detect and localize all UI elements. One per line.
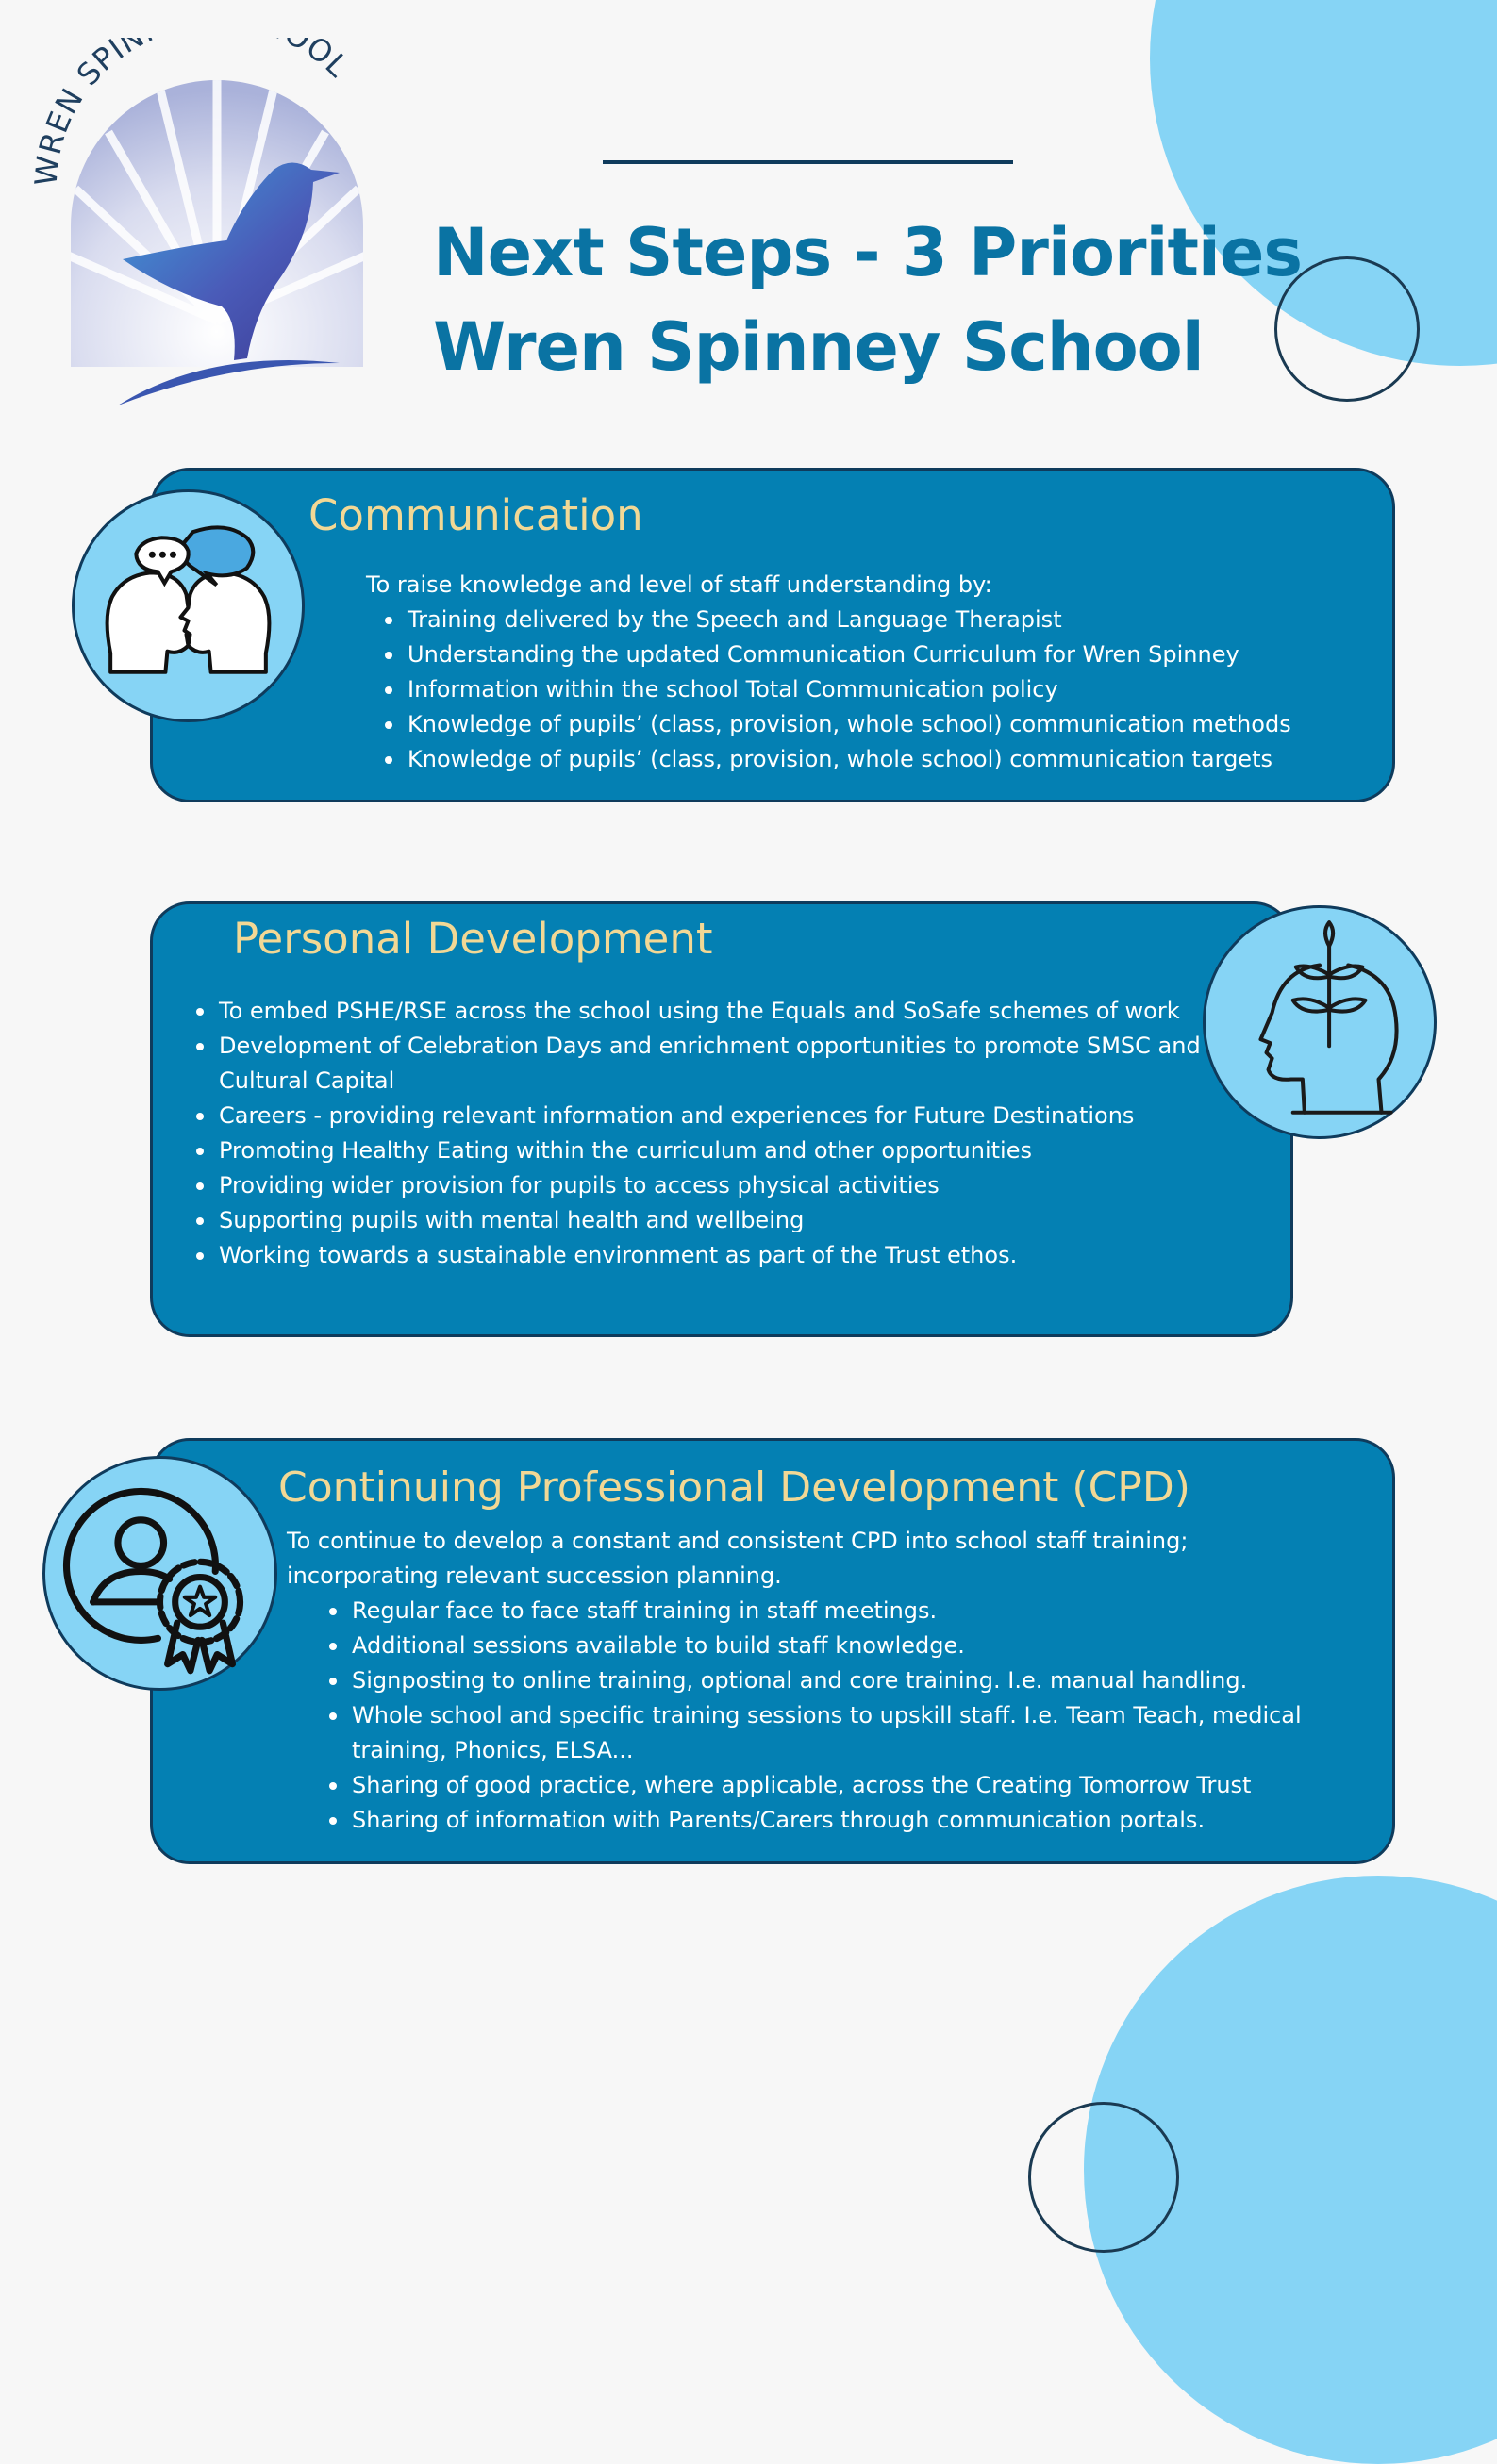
personal-development-icon-badge — [1203, 905, 1437, 1139]
school-logo — [28, 38, 406, 415]
wren-bird-logo-icon — [28, 38, 406, 415]
cpd-list — [329, 1594, 1343, 1838]
conversation-heads-icon — [75, 492, 302, 719]
page-title-line-2: Wren Spinney School — [433, 308, 1204, 386]
personal-development-heading: Personal Development — [233, 914, 713, 964]
head-plant-icon — [1206, 908, 1434, 1136]
page-title-line-1: Next Steps - 3 Priorities — [433, 214, 1303, 291]
communication-icon-badge — [72, 489, 305, 722]
personal-development-list-item: Careers - providing relevant information and experiences for Future Destinations — [196, 1099, 1209, 1133]
decorative-ring-bottom — [1028, 2102, 1179, 2253]
personal-development-list-item: Providing wider provision for pupils to access physical activities — [196, 1168, 1209, 1203]
cpd-list-item: Regular face to face staff training in staff meetings. — [329, 1594, 1343, 1629]
personal-development-content — [196, 994, 1209, 1273]
communication-intro: To raise knowledge and level of staff understanding by: — [366, 571, 992, 598]
cpd-content — [287, 1524, 1343, 1838]
personal-development-list-item: Promoting Healthy Eating within the curriculum and other opportunities — [196, 1133, 1209, 1168]
personal-development-list-item: Working towards a sustainable environment as part of the Trust ethos. — [196, 1238, 1209, 1273]
communication-list-item: Training delivered by the Speech and Language Therapist — [385, 603, 1366, 637]
cpd-intro: To continue to develop a constant and consistent CPD into school staff training; incorporating relevant succession planning. — [287, 1528, 1189, 1589]
user-award-icon — [45, 1459, 274, 1688]
cpd-list-item: Additional sessions available to build staff knowledge. — [329, 1629, 1343, 1663]
communication-list-item: Knowledge of pupils’ (class, provision, whole school) communication targets — [385, 742, 1366, 777]
communication-heading: Communication — [308, 490, 643, 540]
title-divider — [603, 160, 1013, 164]
personal-development-list — [196, 994, 1209, 1273]
cpd-list-item: Whole school and specific training sessions to upskill staff. I.e. Team Teach, medical training, Phonics, ELSA... — [329, 1698, 1343, 1768]
page-title — [433, 206, 1376, 394]
communication-list — [385, 603, 1366, 777]
cpd-list-item: Sharing of good practice, where applicable, across the Creating Tomorrow Trust — [329, 1768, 1343, 1803]
personal-development-list-item: Supporting pupils with mental health and wellbeing — [196, 1203, 1209, 1238]
cpd-heading: Continuing Professional Development (CPD) — [278, 1464, 1190, 1512]
communication-list-item: Understanding the updated Communication Curriculum for Wren Spinney — [385, 637, 1366, 672]
personal-development-list-item: Development of Celebration Days and enrichment opportunities to promote SMSC and Cultural Capital — [196, 1029, 1209, 1099]
cpd-icon-badge — [42, 1456, 277, 1691]
logo-text: WREN SPIN OL — [28, 38, 357, 188]
communication-content — [366, 568, 1366, 777]
cpd-list-item: Signposting to online training, optional and core training. I.e. manual handling. — [329, 1663, 1343, 1698]
personal-development-list-item: To embed PSHE/RSE across the school using the Equals and SoSafe schemes of work — [196, 994, 1209, 1029]
cpd-list-item: Sharing of information with Parents/Carers through communication portals. — [329, 1803, 1343, 1838]
communication-list-item: Information within the school Total Communication policy — [385, 672, 1366, 707]
communication-list-item: Knowledge of pupils’ (class, provision, whole school) communication methods — [385, 707, 1366, 742]
